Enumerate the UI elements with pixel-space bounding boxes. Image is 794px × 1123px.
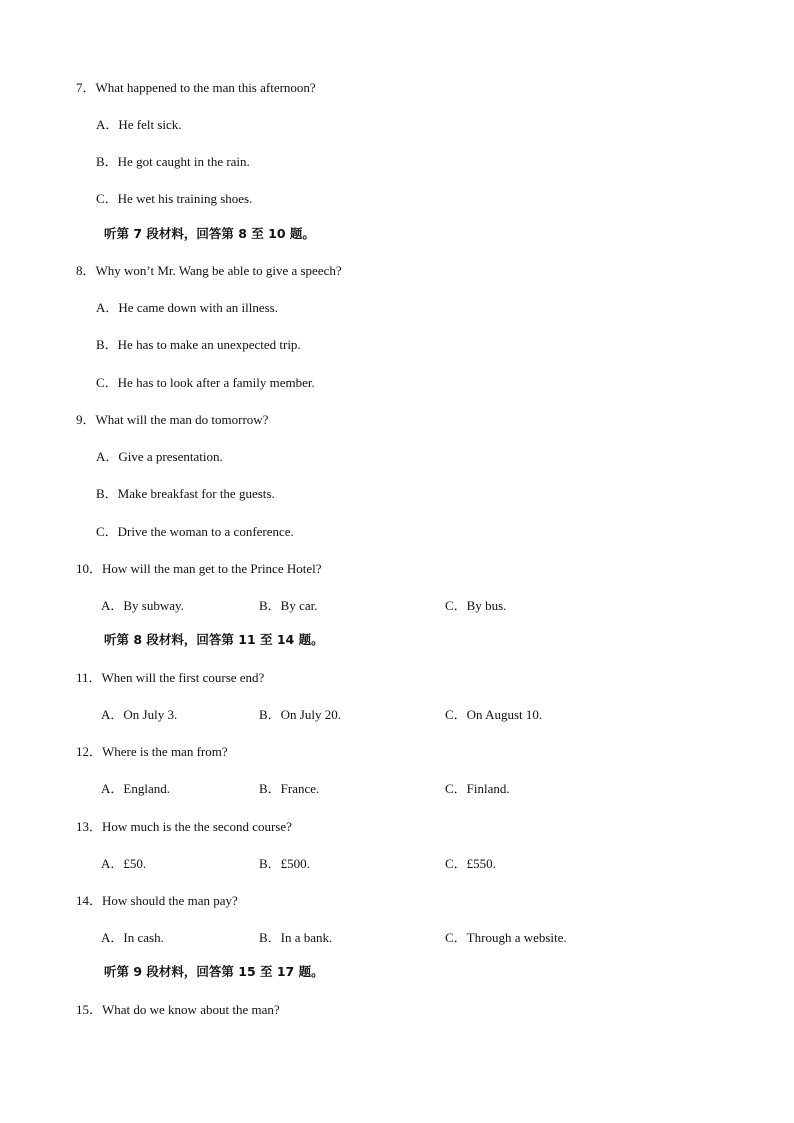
- question-10-options: [0, 598, 794, 614]
- question-13: 13．How much is the the second course?: [76, 819, 292, 834]
- question-11: 11．When will the first course end?: [76, 670, 265, 685]
- section-heading-8: 听第 8 段材料，回答第 11 至 14 题。: [104, 632, 324, 647]
- question-12-option-b: B．France.: [259, 781, 320, 796]
- question-12-option-a: A．England.: [101, 781, 170, 796]
- question-7: 7．What happened to the man this afternoon?: [76, 80, 316, 95]
- question-14-options: [0, 930, 794, 946]
- section-heading-9: 听第 9 段材料，回答第 15 至 17 题。: [104, 964, 324, 979]
- question-10: 10．How will the man get to the Prince Hotel?: [76, 561, 322, 576]
- question-9: 9．What will the man do tomorrow?: [76, 412, 269, 427]
- question-9-option-a: A．Give a presentation.: [96, 449, 223, 464]
- question-10-option-b: B．By car.: [259, 598, 318, 613]
- question-14-option-c: C．Through a website.: [445, 930, 567, 945]
- question-13-option-c: C．£550.: [445, 856, 496, 871]
- question-10-option-c: C．By bus.: [445, 598, 507, 613]
- question-10-option-a: A．By subway.: [101, 598, 184, 613]
- question-13-option-a: A．£50.: [101, 856, 147, 871]
- question-14-option-a: A．In cash.: [101, 930, 164, 945]
- question-11-option-a: A．On July 3.: [101, 707, 178, 722]
- section-heading-7: 听第 7 段材料，回答第 8 至 10 题。: [104, 226, 315, 241]
- question-11-option-b: B．On July 20.: [259, 707, 341, 722]
- question-13-option-b: B．£500.: [259, 856, 310, 871]
- question-8: 8．Why won’t Mr. Wang be able to give a speech?: [76, 263, 342, 278]
- question-14-option-b: B．In a bank.: [259, 930, 333, 945]
- question-15: 15．What do we know about the man?: [76, 1002, 280, 1017]
- question-7-option-b: B．He got caught in the rain.: [96, 154, 250, 169]
- question-7-option-c: C．He wet his training shoes.: [96, 191, 253, 206]
- question-8-option-b: B．He has to make an unexpected trip.: [96, 337, 301, 352]
- question-8-option-a: A．He came down with an illness.: [96, 300, 278, 315]
- question-12: 12．Where is the man from?: [76, 744, 228, 759]
- question-7-option-a: A．He felt sick.: [96, 117, 182, 132]
- question-13-options: [0, 856, 794, 872]
- question-9-option-c: C．Drive the woman to a conference.: [96, 524, 294, 539]
- question-8-option-c: C．He has to look after a family member.: [96, 375, 315, 390]
- question-11-option-c: C．On August 10.: [445, 707, 543, 722]
- question-12-option-c: C．Finland.: [445, 781, 510, 796]
- question-12-options: [0, 781, 794, 797]
- question-14: 14．How should the man pay?: [76, 893, 238, 908]
- question-11-options: [0, 707, 794, 723]
- question-9-option-b: B．Make breakfast for the guests.: [96, 486, 275, 501]
